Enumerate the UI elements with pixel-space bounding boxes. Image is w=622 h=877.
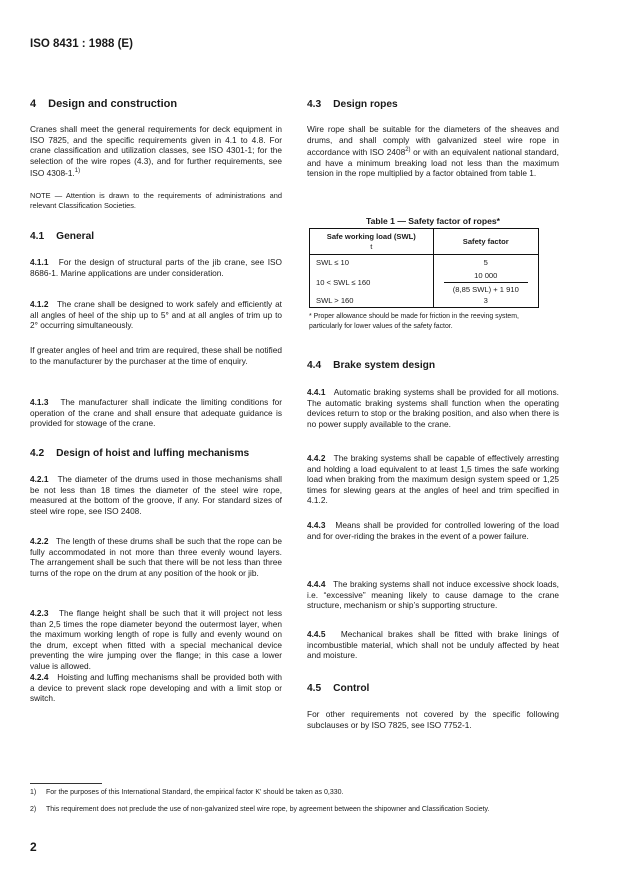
clause-text: The braking systems shall be capable of effectively arresting and holding a load equivalent to at least 1,5 times the safe working load when braking from the maximum design system speed or 1,25 times for slewing gears at the angles of heel and trim specified in 4.1.2. [307, 453, 559, 506]
cell-factor-fraction [433, 270, 538, 295]
section-number: 4.1 [30, 231, 45, 242]
clause-4-2-1 [30, 474, 282, 516]
cell-factor: 3 [433, 295, 538, 308]
clause-text: The manufacturer shall indicate the limiting conditions for operation of the crane and shall ensure that adequate guidance is provided for stowage of the crane. [30, 397, 282, 429]
section-4-5-text: For other requirements not covered by the specific following subclauses or by ISO 7825, see ISO 7752-1. [307, 709, 559, 730]
cell-load: 10 < SWL ≤ 160 [310, 270, 434, 295]
clause-text: Means shall be provided for controlled lowering of the load and for over-riding the brakes in the event of a power failure. [307, 520, 559, 541]
page-number: 2 [30, 840, 37, 854]
table-row [310, 295, 539, 308]
clause-number: 4.4.5 [307, 629, 326, 639]
table-row [310, 270, 539, 295]
footnote-text: For the purposes of this International Standard, the empirical factor K' should be taken as 0,330. [46, 789, 344, 796]
section-title: Control [333, 683, 370, 694]
section-4-3-text [307, 124, 559, 179]
clause-number: 4.4.3 [307, 520, 326, 530]
clause-number: 4.4.1 [307, 387, 326, 397]
table-header-row [310, 229, 539, 255]
section-number: 4.3 [307, 99, 322, 110]
footnote-text: This requirement does not preclude the use of non-galvanized steel wire rope, by agreement between the shipowner and Classification Society. [46, 806, 490, 813]
clause-4-2-4 [30, 672, 282, 704]
clause-4-1-2 [30, 299, 282, 331]
clause-4-4-2 [307, 453, 559, 506]
clause-4-4-1 [307, 387, 559, 429]
section-4-3-heading [307, 99, 398, 110]
clause-4-4-3 [307, 520, 559, 541]
footnote-1 [30, 788, 343, 797]
table-row [310, 255, 539, 270]
section-4-5-heading [307, 683, 369, 694]
section-number: 4.4 [307, 360, 322, 371]
clause-number: 4.2.4 [30, 672, 49, 682]
note: NOTE — Attention is drawn to the requirements of administrations and relevant Classification Societies. [30, 191, 282, 210]
header-text: Safe working load (SWL) [326, 231, 416, 241]
clause-4-1-3 [30, 397, 282, 429]
clause-text: For the design of structural parts of the jib crane, see ISO 8686-1. Marine applications are under consideration. [30, 257, 282, 278]
section-title: Brake system design [333, 360, 436, 371]
denominator: (8,85 SWL) + 1 910 [452, 284, 519, 294]
table-footnote: * Proper allowance should be made for friction in the reeving system, particularly for lower values of the safety factor. [309, 313, 519, 330]
clause-number: 4.1.1 [30, 257, 49, 267]
table-title: Table 1 — Safety factor of ropes* [365, 216, 501, 226]
clause-number: 4.2.2 [30, 536, 49, 546]
section-number: 4 [30, 98, 37, 110]
section-title: Design ropes [333, 99, 398, 110]
column-header-load [310, 229, 434, 255]
safety-factor-table [309, 228, 539, 308]
clause-4-4-5 [307, 629, 559, 661]
clause-number: 4.4.4 [307, 579, 326, 589]
footnote-rule [30, 783, 102, 784]
section-title: General [56, 231, 95, 242]
clause-text: The braking systems shall not induce excessive shock loads, i.e. “excessive” meaning likely to cause damage to the crane structure, mechanism or ship’s supporting structure. [307, 579, 559, 611]
section-4-heading [30, 98, 177, 110]
clause-text: Mechanical brakes shall be fitted with brake linings of incombustible material, which shall not be unduly affected by heat and moisture. [307, 629, 559, 661]
footnote-2 [30, 805, 489, 814]
clause-4-1-2-continued: If greater angles of heel and trim are required, these shall be notified to the manufacturer by the purchaser at the time of enquiry. [30, 345, 282, 366]
section-title: Design of hoist and luffing mechanisms [56, 448, 250, 459]
clause-text: The length of these drums shall be such that the rope can be fully accommodated in not more than three evenly wound layers. The arrangement shall be such that there will be not less than three turns of the rope on the drum at any position of the hook or jib. [30, 536, 283, 578]
clause-number: 4.1.3 [30, 397, 49, 407]
cell-factor: 5 [433, 255, 538, 270]
clause-text: The crane shall be designed to work safely and efficiently at all angles of heel of the ship up to 5° and at all angles of trim up to 2° occurring simultaneously. [30, 299, 282, 331]
clause-text: Hoisting and luffing mechanisms shall be provided both with a device to prevent slack rope developing and with a limit stop or switch. [30, 672, 282, 704]
section-number: 4.5 [307, 683, 322, 694]
section-4-2-heading [30, 448, 249, 459]
section-4-1-heading [30, 231, 94, 242]
clause-number: 4.2.1 [30, 474, 49, 484]
numerator: 10 000 [444, 271, 528, 283]
cell-load: SWL ≤ 10 [310, 255, 434, 270]
clause-4-2-3 [30, 608, 282, 672]
footnote-mark: 1) [30, 789, 37, 796]
section-title: Design and construction [48, 98, 178, 110]
header-unit: t [370, 241, 373, 251]
clause-number: 4.4.2 [307, 453, 326, 463]
paragraph-text: Cranes shall meet the general requirements for deck equipment in ISO 7825, and the specific requirements given in 4.1 to 4.8. For crane classification and utilization classes, see ISO 4301-1; for the selection of the wire ropes (4.3), and for further requirements, see ISO 4308-1. [30, 124, 282, 179]
footnote-mark: 2) [30, 806, 37, 813]
clause-4-4-4 [307, 579, 559, 611]
clause-text: Automatic braking systems shall be provided for all motions. The automatic braking systems shall function when the operating devices return to stop or the braking position, and also when there is no power supply available to the crane. [307, 387, 559, 429]
clause-number: 4.2.3 [30, 608, 49, 618]
clause-4-2-2 [30, 536, 282, 578]
section-4-text [30, 124, 282, 179]
column-header-factor: Safety factor [433, 229, 538, 255]
document-header: ISO 8431 : 1988 (E) [30, 38, 133, 50]
clause-text: The flange height shall be such that it will project not less than 2,5 times the rope diameter beyond the outermost layer, when the maximum working length of rope is fully and evenly wound on the drum, except when fitted with a special mechanical device preventing the wire jumping over the flange; in this case a lower value is allowed. [30, 608, 283, 671]
section-4-4-heading [307, 360, 435, 371]
footnote-ref: 1) [74, 168, 81, 175]
paragraph-text: or with an equivalent national standard, and have a minimum breaking load not less than the maximum tension in the rope multiplied by a factor obtained from table 1. [307, 146, 559, 179]
footnote-ref: 2) [405, 147, 411, 154]
clause-4-1-1 [30, 257, 282, 278]
clause-number: 4.1.2 [30, 299, 49, 309]
cell-load: SWL > 160 [310, 295, 434, 308]
section-number: 4.2 [30, 448, 45, 459]
clause-text: The diameter of the drums used in those mechanisms shall be not less than 18 times the diameter of the steel wire rope, measured at the bottom of the groove, if any. For standard sizes of steel wire rope, see ISO 2408. [30, 474, 282, 516]
paragraph-text: Wire rope shall be suitable for the diameters of the sheaves and drums, and shall comply with galvanized steel wire rope in accordance with ISO 2408 [307, 124, 559, 157]
